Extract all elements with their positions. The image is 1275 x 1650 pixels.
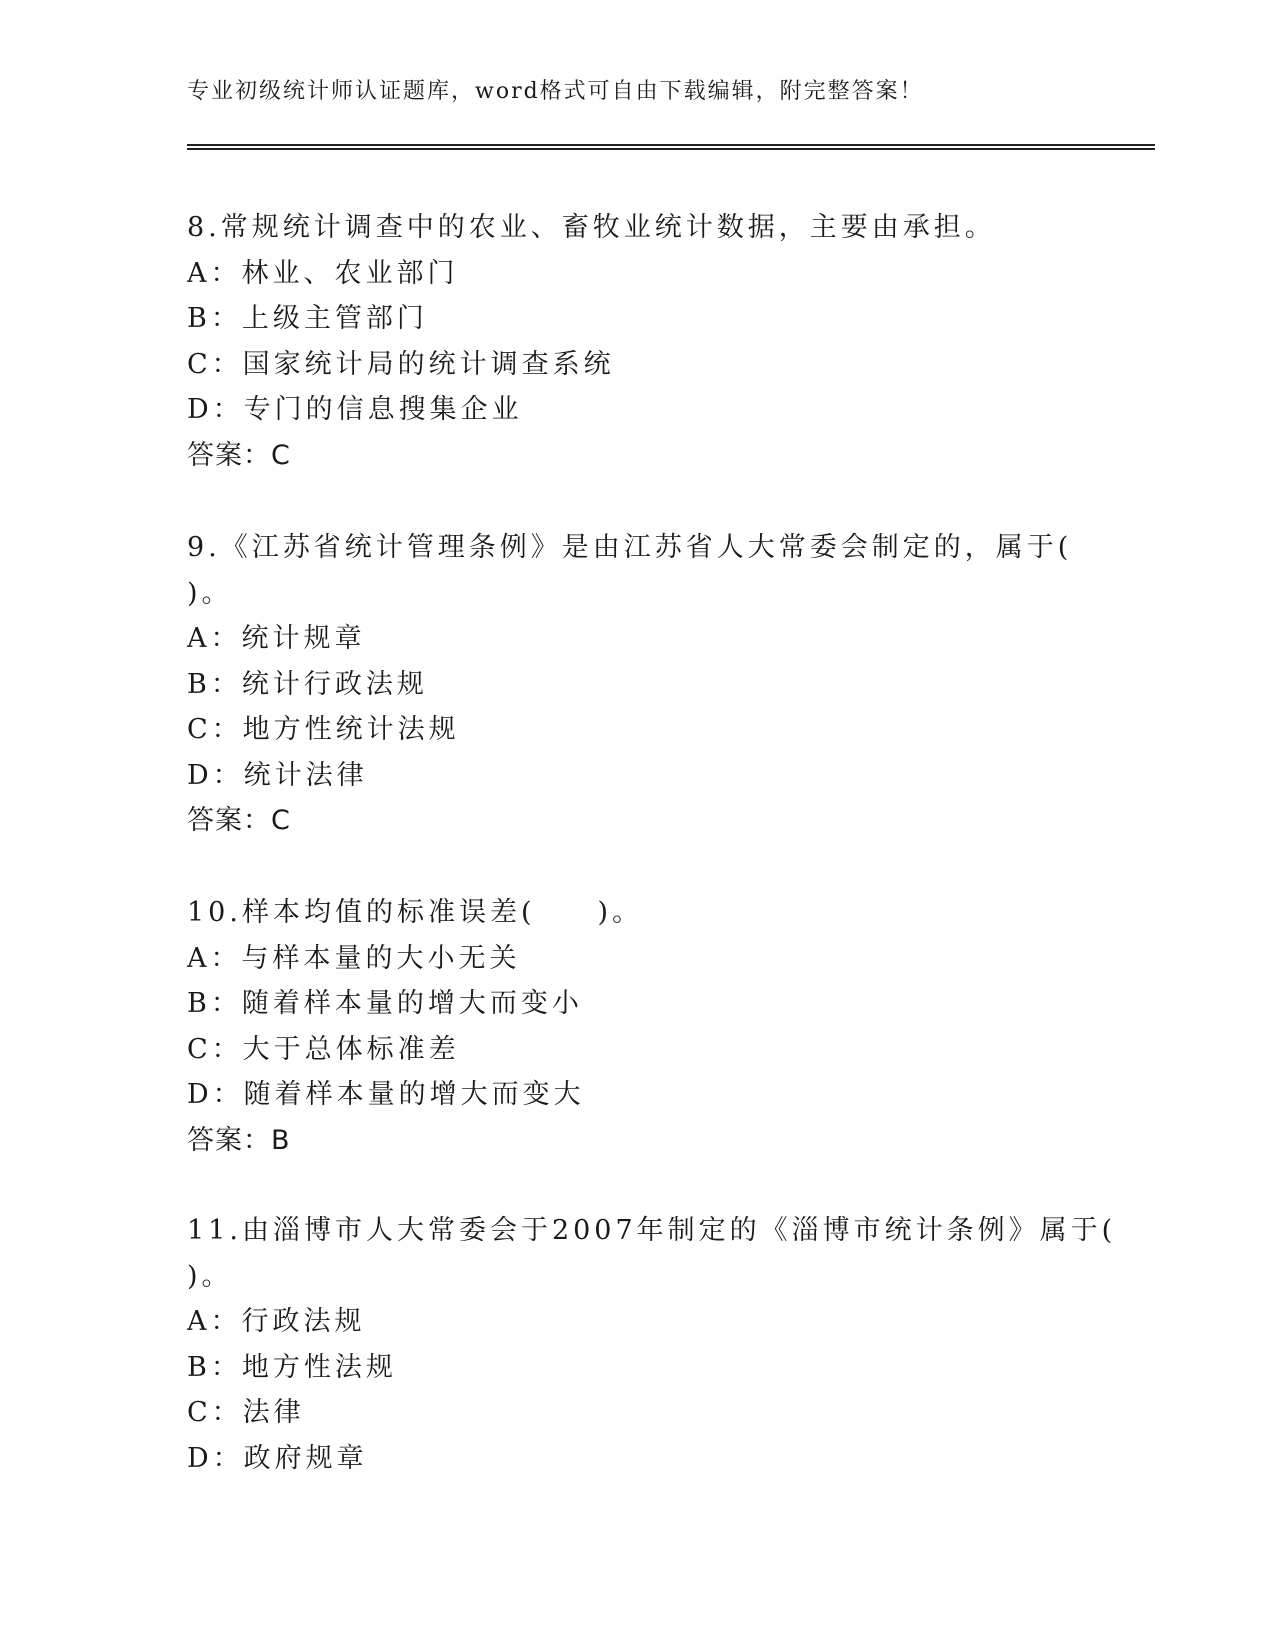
- header-divider: [187, 144, 1155, 150]
- option-c: C：国家统计局的统计调查系统: [187, 348, 615, 380]
- question-9: [187, 525, 1073, 844]
- option-a: A：林业、农业部门: [187, 257, 459, 289]
- question-stem: 10.样本均值的标准误差( )。: [187, 897, 644, 928]
- option-a: A：统计规章: [187, 623, 366, 654]
- question-10: [187, 890, 1067, 1163]
- question-stem: 9.《江苏省统计管理条例》是由江苏省人大常委会制定的，属于(: [187, 532, 1073, 563]
- question-stem-continued: )。: [187, 577, 233, 609]
- question-11: [187, 1208, 1117, 1481]
- answer-line: 答案：C: [187, 805, 291, 836]
- question-stem-continued: )。: [187, 1260, 233, 1292]
- option-b: B：统计行政法规: [187, 668, 428, 700]
- option-b: B：上级主管部门: [187, 303, 428, 334]
- answer-line: 答案：B: [187, 1124, 291, 1156]
- option-d: D：专门的信息搜集企业: [187, 394, 523, 425]
- option-d: D：政府规章: [187, 1442, 368, 1474]
- option-a: A：与样本量的大小无关: [187, 942, 521, 974]
- question-stem: 11.由淄博市人大常委会于2007年制定的《淄博市统计条例》属于(: [187, 1215, 1117, 1246]
- option-d: D：统计法律: [187, 759, 368, 791]
- question-stem: 8.常规统计调查中的农业、畜牧业统计数据，主要由承担。: [187, 212, 996, 243]
- option-c: C：法律: [187, 1397, 305, 1428]
- option-a: A：行政法规: [187, 1306, 366, 1337]
- option-b: B：地方性法规: [187, 1351, 397, 1383]
- answer-line: 答案：C: [187, 439, 291, 471]
- option-b: B：随着样本量的增大而变小: [187, 988, 583, 1019]
- option-d: D：随着样本量的增大而变大: [187, 1079, 585, 1110]
- option-c: C：大于总体标准差: [187, 1033, 460, 1065]
- question-8: [187, 205, 1067, 478]
- page-header: 专业初级统计师认证题库，word格式可自由下载编辑，附完整答案！: [187, 79, 924, 104]
- option-c: C：地方性统计法规: [187, 714, 460, 745]
